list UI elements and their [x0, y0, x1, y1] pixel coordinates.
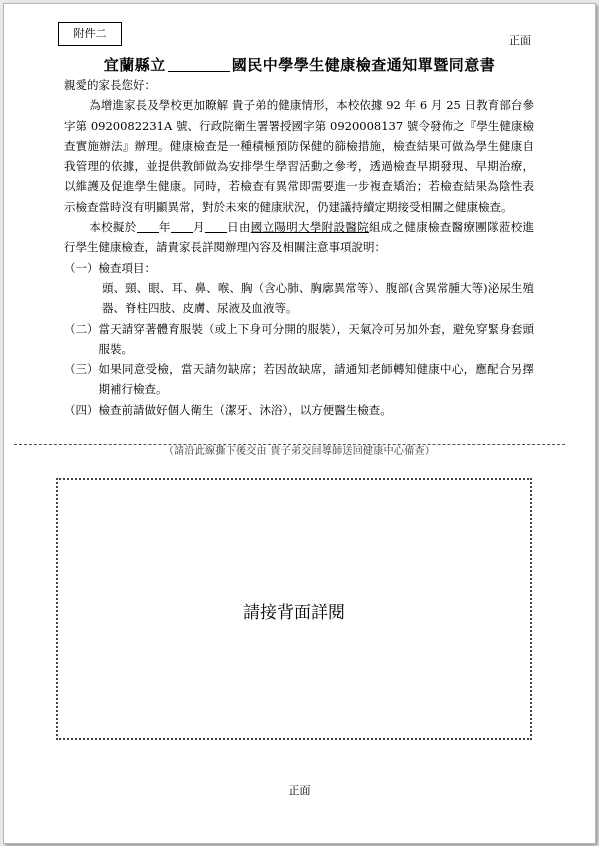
hospital-name: 國立陽明大學附設醫院 [250, 220, 369, 235]
reply-slip-box [56, 478, 532, 740]
title-prefix: 宜蘭縣立 [103, 56, 166, 74]
item-number: （二） [64, 321, 99, 336]
title-suffix: 國民中學學生健康檢查通知單暨同意書 [231, 56, 496, 74]
month-label: 月 [192, 220, 205, 235]
day-label: 日由 [226, 220, 251, 235]
side-label-top: 正面 [509, 35, 531, 47]
item-text: 檢查項目： [98, 260, 156, 275]
paragraph-regulation: 為增進家長及學校更加瞭解 貴子弟的健康情形，本校依據 92 年 6 月 25 日教育部台參字第 0920082231A 號、行政院衛生署署授國字第 0920008137 號令發佈之『學生健康檢查實施辦法』辦理。健康檢查是一種積極預防保健的篩檢措施，檢查結果可做為學生健康自我管理的依據，並提供教師做為安排學生學習活動之參考，透過檢查早期發現、早期治療，以維護及促進學生健康。同時，若檢查有異常即需要進一步複查矯治；若檢查結果為陰性表示檢查當時沒有明顯異常，對於未來的健康狀況，仍建議持續定期接受相關之健康檢查。 [64, 98, 534, 214]
schedule-intro: 本校擬於 [89, 220, 137, 235]
document-title [4, 54, 595, 75]
item-text: 檢查前請做好個人衛生（潔牙、沐浴），以方便醫生檢查。 [98, 402, 392, 417]
day-blank[interactable] [205, 220, 227, 233]
attachment-label: 附件二 [58, 22, 122, 46]
paragraph-schedule [64, 217, 534, 258]
exam-items-list: 頭、頸、眼、耳、鼻、喉、胸（含心肺、胸廓異常等）、腹部(含異常腫大等)泌尿生殖器、脊柱四肢、皮膚、尿液及血液等。 [102, 280, 534, 316]
item-number: （三） [64, 362, 99, 377]
item-text: 如果同意受檢，當天請勿缺席；若因故缺席，請通知老師轉知健康中心，應配合另擇期補行檢查。 [98, 362, 534, 397]
notice-item-2 [64, 319, 534, 360]
year-label: 年 [158, 220, 171, 235]
see-back-text: 請接背面詳閱 [243, 603, 345, 623]
notice-item-4 [64, 400, 534, 420]
notice-item-1 [64, 258, 534, 278]
schedule-detail: 組成之健康檢查醫療團隊蒞校進行學生健康檢查，請貴家長詳閱辦理內容及相關注意事項說明： [64, 220, 535, 255]
side-label-bottom: 正面 [288, 785, 311, 797]
notice-body [64, 75, 534, 420]
tear-off-note [4, 442, 595, 457]
document-page [3, 3, 596, 844]
notice-item-3 [64, 359, 534, 400]
year-blank[interactable] [137, 220, 159, 233]
month-blank[interactable] [171, 220, 193, 233]
item-number: （四） [64, 402, 99, 417]
item-number: （一） [64, 260, 99, 275]
greeting: 親愛的家長您好： [64, 78, 156, 92]
school-name-blank[interactable] [168, 57, 230, 72]
item-text: 當天請穿著體育服裝（或上下身可分開的服裝），天氣冷可另加外套，避免穿緊身套頭服裝。 [98, 321, 534, 356]
tear-off-note-text: （請沿此線撕下後交由 貴子弟交回導師送回健康中心備查） [160, 446, 439, 457]
